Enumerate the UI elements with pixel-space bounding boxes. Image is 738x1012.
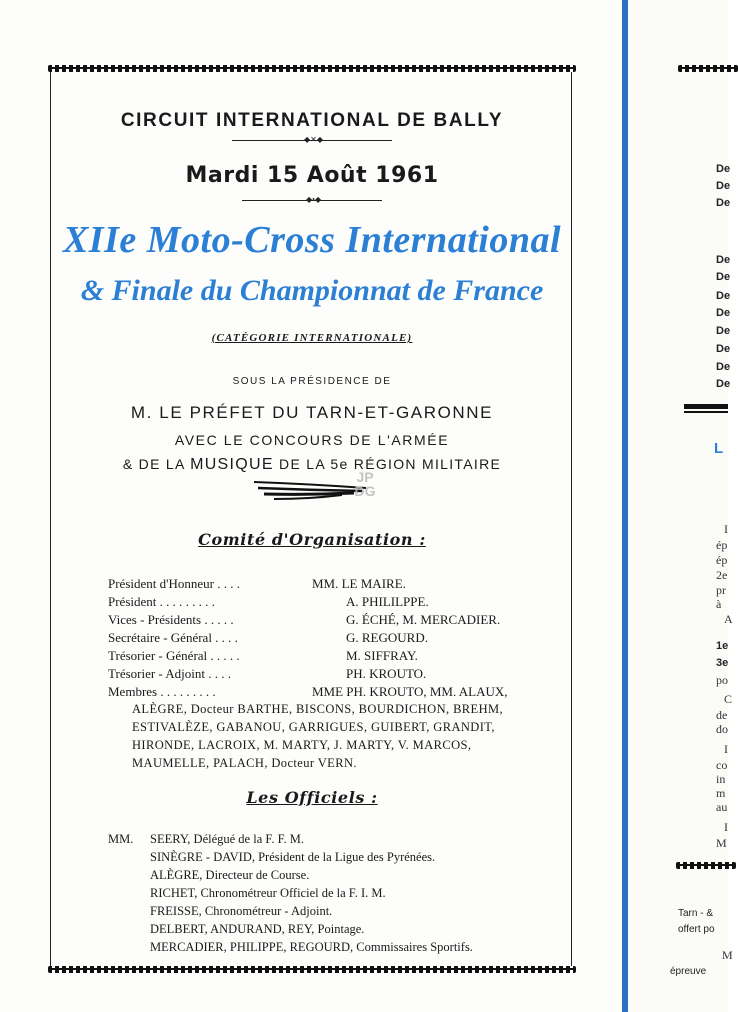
officials-prefix: MM. <box>108 832 134 846</box>
body-fragment: de <box>716 708 728 722</box>
de-item: De <box>716 307 731 319</box>
body-fragment: I <box>724 742 728 756</box>
body-fragment: pr <box>716 583 726 597</box>
bottom-line: offert po <box>678 924 715 935</box>
body-fragment: ép <box>716 538 728 552</box>
bottom-line: M <box>722 948 733 962</box>
committee-role: Président . . . . . . . . . <box>108 594 215 609</box>
members-continued: HIRONDE, LACROIX, M. MARTY, J. MARTY, V. MARCOS, <box>132 738 472 752</box>
event-title-line2: & Finale du Championnat de France <box>80 274 544 307</box>
program-page-right <box>628 0 733 1012</box>
members-continued: ALÈGRE, Docteur BARTHE, BISCONS, BOURDICHON, BREHM, <box>132 702 504 716</box>
official-line: FREISSE, Chronométreur - Adjoint. <box>150 904 333 918</box>
de-item: De <box>716 197 731 209</box>
body-fragment: po <box>716 673 728 687</box>
committee-role: Membres . . . . . . . . . <box>108 684 216 699</box>
body-fragment: 2e <box>716 568 728 582</box>
committee-name: PH. KROUTO. <box>346 666 427 681</box>
de-item: De <box>716 290 731 302</box>
right-frame-line <box>571 72 572 966</box>
body-fragment: do <box>716 722 728 736</box>
body-fragment: in <box>716 772 726 786</box>
official-line: SEERY, Délégué de la F. F. M. <box>150 832 305 846</box>
committee-name: G. ÉCHÉ, M. MERCADIER. <box>346 612 501 627</box>
body-fragment: 1e <box>716 640 729 652</box>
de-item: De <box>716 378 731 390</box>
body-fragment: co <box>716 758 728 772</box>
de-item: De <box>716 361 731 373</box>
committee-name: M. SIFFRAY. <box>346 648 418 663</box>
committee-role: Trésorier - Adjoint . . . . <box>108 666 232 681</box>
officials-title: Les Officiels : <box>246 788 378 807</box>
members-continued: ESTIVALÈZE, GABANOU, GARRIGUES, GUIBERT, GRANDIT, <box>132 720 495 734</box>
committee-name: MM. LE MAIRE. <box>312 576 406 591</box>
de-item: De <box>716 271 731 283</box>
committee-name: G. REGOURD. <box>346 630 428 645</box>
body-fragment: C <box>724 692 733 706</box>
committee-name: MME PH. KROUTO, MM. ALAUX, <box>312 684 508 699</box>
body-fragment: I <box>724 522 728 536</box>
event-date: Mardi 15 Août 1961 <box>185 163 439 188</box>
music-line: & DE LA MUSIQUE DE LA 5e RÉGION MILITAIRE <box>122 456 502 473</box>
body-fragment: m <box>716 786 726 800</box>
presidency-label: SOUS LA PRÉSIDENCE DE <box>232 376 392 387</box>
official-line: ALÈGRE, Directeur de Course. <box>150 868 310 882</box>
body-fragment: à <box>716 597 722 611</box>
heavy-rule <box>684 404 728 409</box>
event-title-line1: XIIe Moto-Cross International <box>62 219 562 261</box>
committee-role: Trésorier - Général . . . . . <box>108 648 240 663</box>
right-bottom-border <box>676 862 736 869</box>
circuit-title: CIRCUIT INTERNATIONAL DE BALLY <box>120 110 504 131</box>
body-fragment: M <box>716 836 727 850</box>
committee-title: Comité d'Organisation : <box>198 530 426 549</box>
official-line: MERCADIER, PHILIPPE, REGOURD, Commissaires Sportifs. <box>150 940 473 954</box>
committee-role: Secrétaire - Général . . . . <box>108 630 238 645</box>
official-line: SINÈGRE - DAVID, Président de la Ligue des Pyrénées. <box>150 850 436 864</box>
jp-dg-watermark: JP DG <box>354 469 376 499</box>
de-item: De <box>716 343 731 355</box>
committee-role: Vices - Présidents . . . . . <box>108 612 234 627</box>
bottom-line: Tarn - & <box>678 908 714 919</box>
bottom-ornamental-border <box>48 966 576 973</box>
official-line: DELBERT, ANDURAND, REY, Pointage. <box>150 922 365 936</box>
category-label: (CATÉGORIE INTERNATIONALE) <box>211 332 413 344</box>
top-ornamental-border <box>48 65 576 72</box>
committee-role: Président d'Honneur . . . . <box>108 576 240 591</box>
prefet-line: M. LE PRÉFET DU TARN-ET-GARONNE <box>130 403 494 422</box>
de-item: De <box>716 163 731 175</box>
official-line: RICHET, Chronométreur Officiel de la F. I. M. <box>150 886 386 900</box>
army-line: AVEC LE CONCOURS DE L'ARMÉE <box>174 432 450 448</box>
section-heading-fragment: L <box>714 440 724 457</box>
committee-name: A. PHILILPPE. <box>346 594 429 609</box>
thin-rule <box>684 411 728 413</box>
members-continued: MAUMELLE, PALACH, Docteur VERN. <box>132 756 357 770</box>
de-item: De <box>716 254 731 266</box>
left-frame-line <box>50 72 51 966</box>
de-item: De <box>716 180 731 192</box>
body-fragment: 3e <box>716 657 729 669</box>
bottom-line: épreuve <box>670 966 707 977</box>
body-fragment: A <box>724 612 733 626</box>
divider-ornament: ◆✕◆ <box>304 135 324 144</box>
body-fragment: I <box>724 820 728 834</box>
body-fragment: au <box>716 800 728 814</box>
right-top-border <box>678 65 738 72</box>
body-fragment: ép <box>716 553 728 567</box>
date-divider-ornament: ◆•◆ <box>306 195 322 204</box>
de-item: De <box>716 325 731 337</box>
